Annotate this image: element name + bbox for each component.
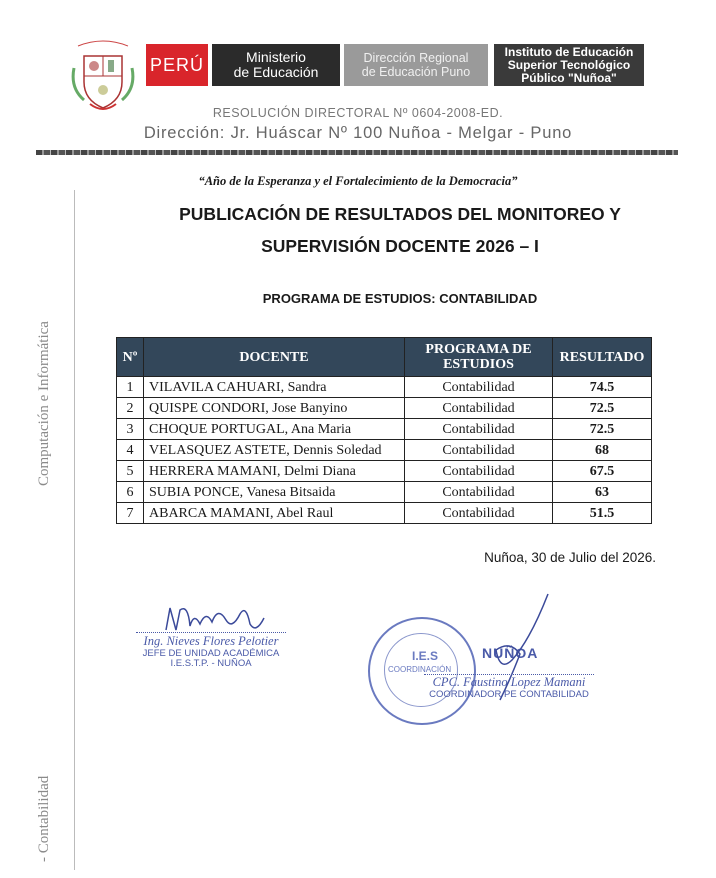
address-text: Dirección: Jr. Huáscar Nº 100 Nuñoa - Melgar - Puno [143,124,573,142]
row-docente: SUBIA PONCE, Vanesa Bitsaida [144,482,405,503]
signature-block-left [136,632,286,669]
document-title-line1: PUBLICACIÓN DE RESULTADOS DEL MONITOREO Y [179,204,621,224]
row-programa: Contabilidad [405,377,553,398]
signature-block-right [424,674,594,700]
row-docente: HERRERA MAMANI, Delmi Diana [144,461,405,482]
ministerio-box: Ministerio de Educación [212,44,340,86]
header-divider [36,150,678,155]
stamp-center-text: I.E.S [412,649,439,663]
direccion-regional-box: Dirección Regional de Educación Puno [344,44,488,86]
instituto-box: Instituto de Educación Superior Tecnológico Público "Nuñoa" [494,44,644,86]
table-row [117,377,652,398]
row-resultado: 72.5 [553,398,652,419]
signature-line [136,632,286,633]
table-row [117,419,652,440]
row-programa: Contabilidad [405,461,553,482]
row-resultado: 74.5 [553,377,652,398]
row-number: 4 [117,440,144,461]
row-programa: Contabilidad [405,419,553,440]
date-line: Nuñoa, 30 de Julio del 2026. [484,550,656,565]
signer-name-left: Ing. Nieves Flores Pelotier [143,634,279,648]
table-row [117,440,652,461]
stamp-coordination-text: COORDINACIÓN [388,665,452,674]
side-label-computacion: Computación e Informática [36,321,52,486]
row-number: 3 [117,419,144,440]
row-docente: VELASQUEZ ASTETE, Dennis Soledad [144,440,405,461]
margin-line [74,190,75,870]
row-resultado: 51.5 [553,503,652,524]
year-motto: “Año de la Esperanza y el Fortalecimiento de la Democracia” [198,174,518,188]
row-programa: Contabilidad [405,482,553,503]
row-resultado: 68 [553,440,652,461]
row-docente: VILAVILA CAHUARI, Sandra [144,377,405,398]
row-docente: QUISPE CONDORI, Jose Banyino [144,398,405,419]
program-heading: PROGRAMA DE ESTUDIOS: CONTABILIDAD [262,291,538,306]
header-docente: DOCENTE [144,338,405,377]
row-resultado: 72.5 [553,419,652,440]
table-row [117,503,652,524]
document-title-line2: SUPERVISIÓN DOCENTE 2026 – I [261,236,539,256]
row-number: 6 [117,482,144,503]
row-number: 2 [117,398,144,419]
header-number: Nº [117,338,144,377]
row-programa: Contabilidad [405,398,553,419]
table-row [117,482,652,503]
coat-of-arms-logo [70,38,136,116]
row-number: 7 [117,503,144,524]
signer-institution-left: I.E.S.T.P. - NUÑOA [170,658,252,669]
resolucion-text: RESOLUCIÓN DIRECTORAL Nº 0604-2008-ED. [212,106,504,120]
results-table [116,337,652,524]
row-resultado: 67.5 [553,461,652,482]
signer-name-right: CPC. Faustino Lopez Mamani [432,675,586,689]
row-programa: Contabilidad [405,440,553,461]
signer-role-right: COORDINADOR PE CONTABILIDAD [429,689,589,700]
row-number: 5 [117,461,144,482]
peru-brand-box: PERÚ [146,44,208,86]
header-resultado: RESULTADO [553,338,652,377]
signer-role-left: JEFE DE UNIDAD ACADÉMICA [142,648,280,659]
row-programa: Contabilidad [405,503,553,524]
table-row [117,398,652,419]
row-docente: CHOQUE PORTUGAL, Ana Maria [144,419,405,440]
stamp-nunoa-text: NUÑOA [482,645,539,661]
side-label-contabilidad: - Contabilidad [36,775,52,862]
row-docente: ABARCA MAMANI, Abel Raul [144,503,405,524]
row-number: 1 [117,377,144,398]
header-programa: PROGRAMA DE ESTUDIOS [405,338,553,377]
table-header-row [117,338,652,377]
table-row [117,461,652,482]
row-resultado: 63 [553,482,652,503]
